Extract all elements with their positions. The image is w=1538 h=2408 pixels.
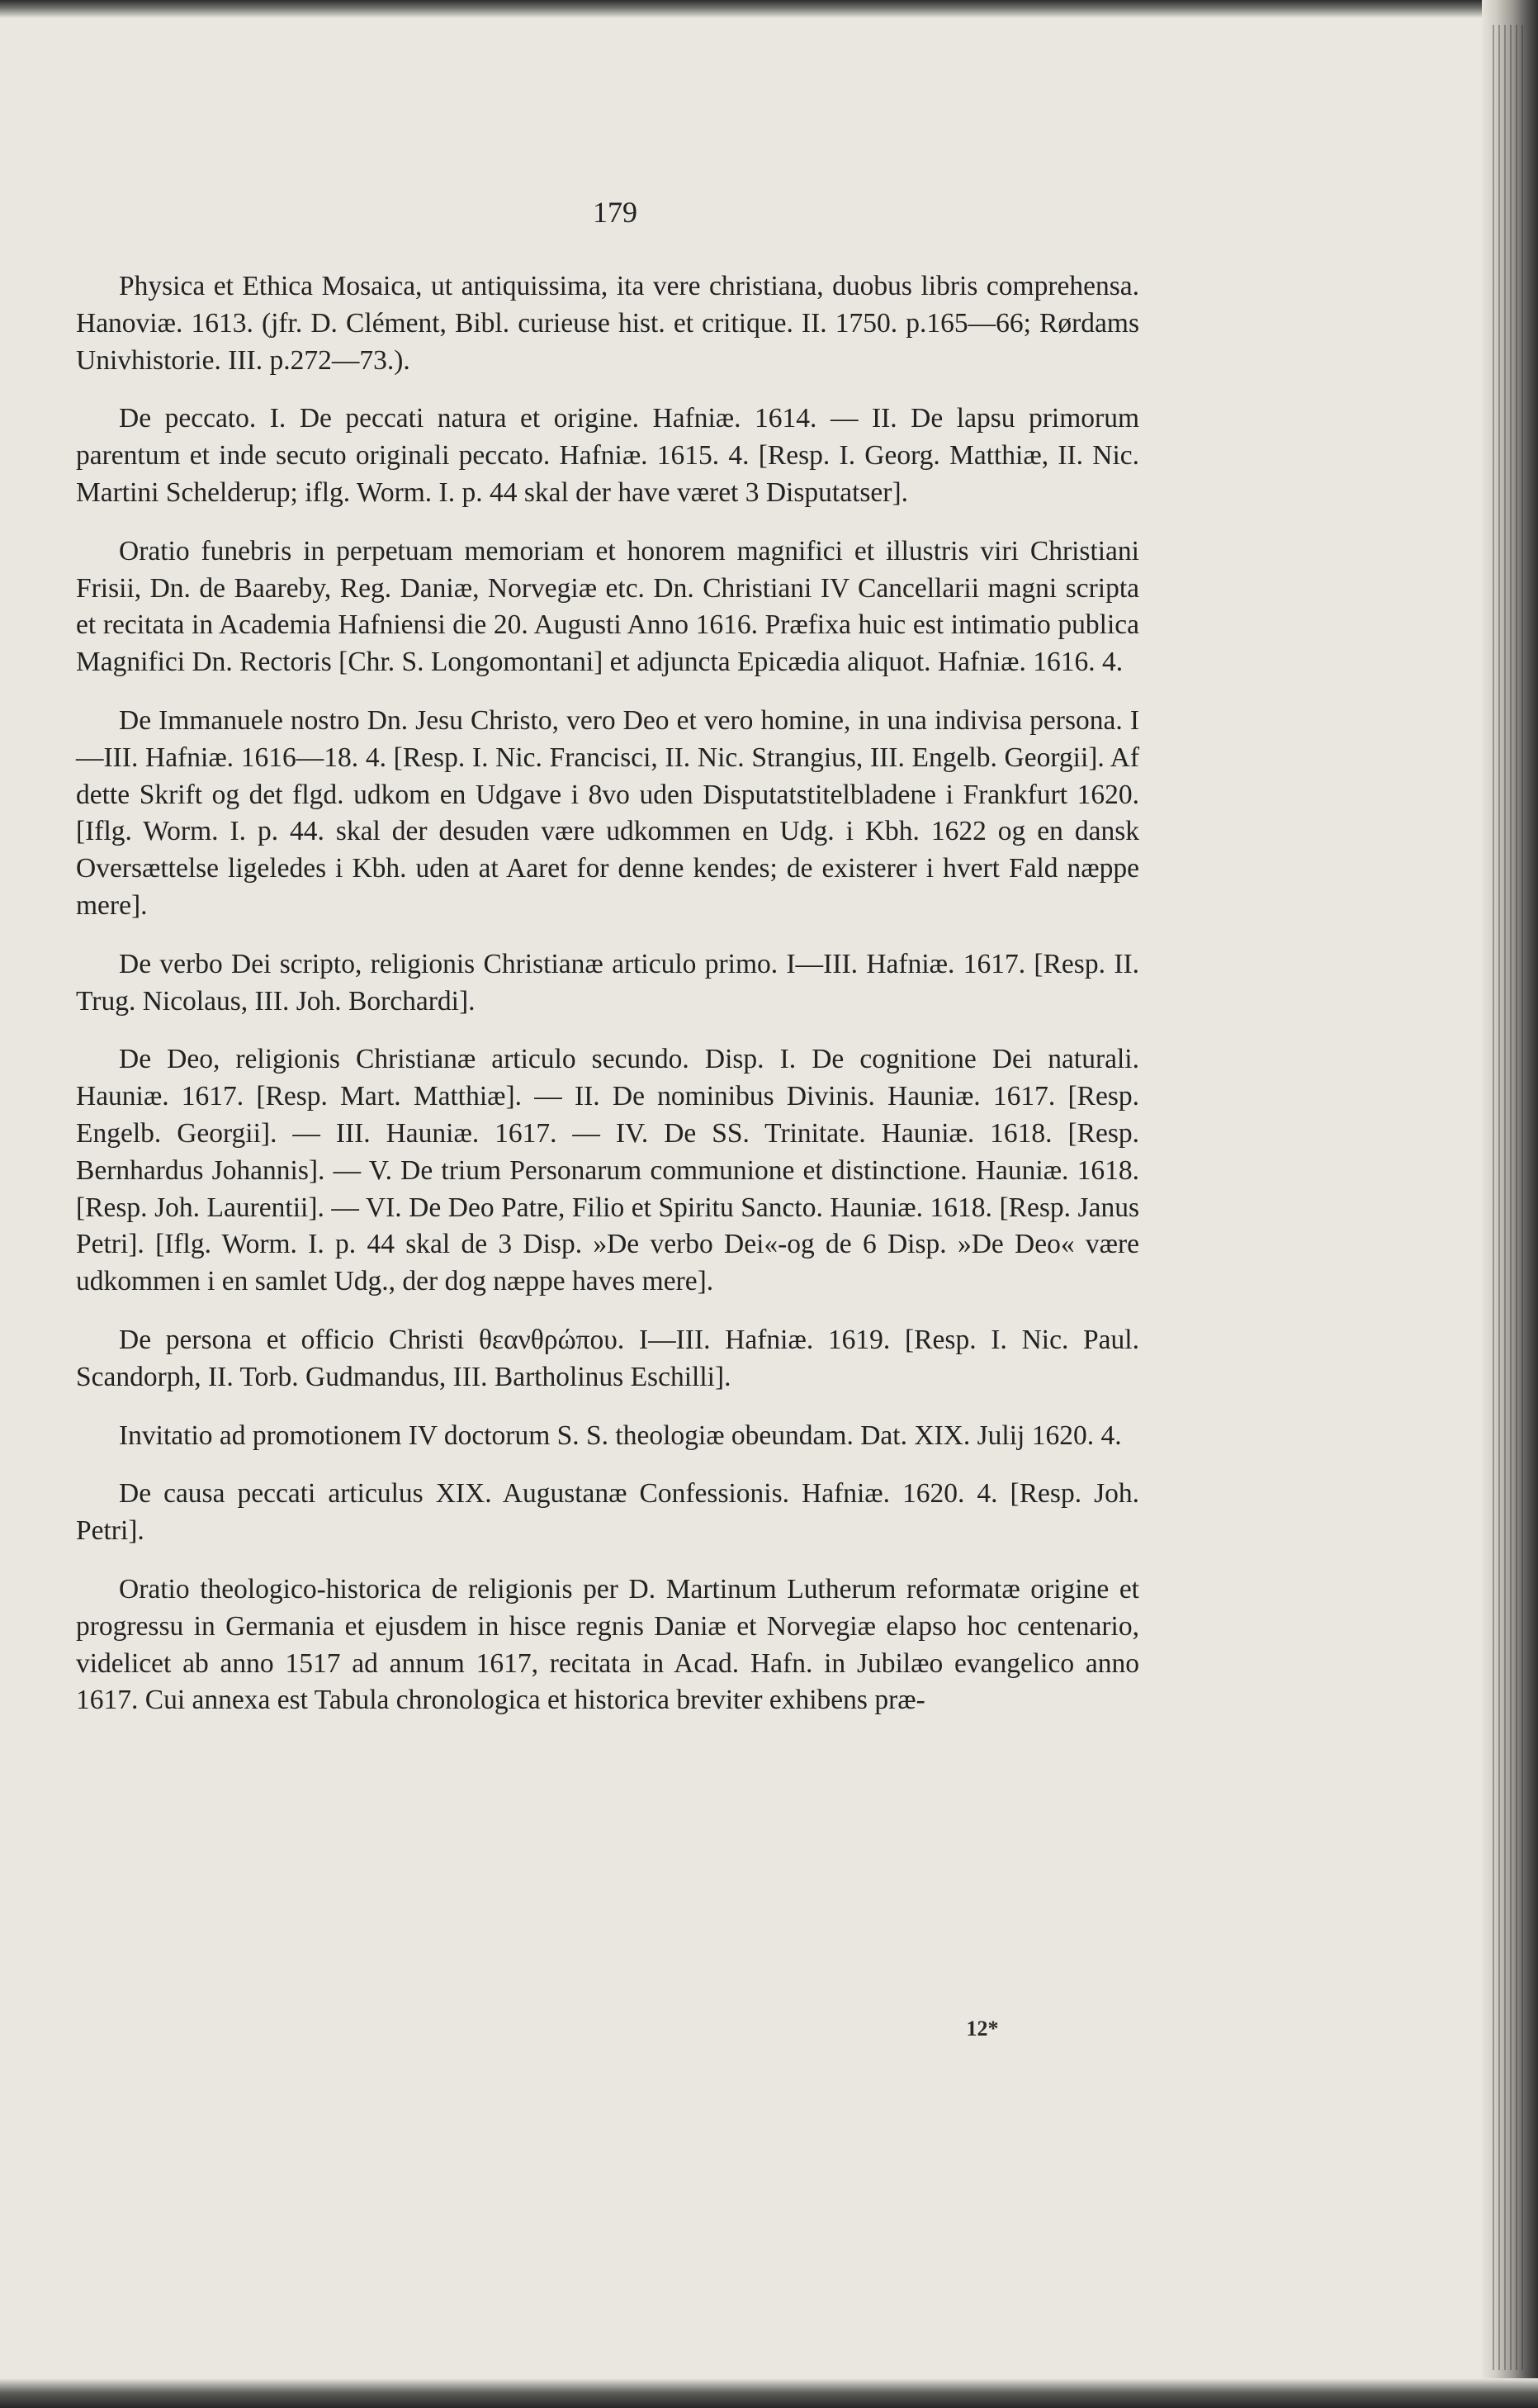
entry-de-persona-christi: De persona et officio Christi θεανθρώπου. I—III. Hafniæ. 1619. [Resp. I. Nic. Paul. Scandorph, II. Torb. Gudmandus, III. Bartholinus Eschilli]. [76, 1324, 1139, 1392]
entry-invitatio: Invitatio ad promotionem IV doctorum S. S. theologiæ obeundam. Dat. XIX. Julij 1620. 4. [119, 1420, 1122, 1451]
entry-de-deo: De Deo, religionis Christianæ articulo secundo. Disp. I. De cognitione Dei naturali. Hauniæ. 1617. [Resp. Mart. Matthiæ]. — II. De nominibus Divinis. Hauniæ. 1617. [Resp. Engelb. Georgii]. — III. Hauniæ. 1617. — IV. De SS. Trinitate. Hauniæ. 1618. [Resp. Bernhardus Johannis]. — V. De trium Personarum communione et distinctione. Hauniæ. 1618. [Resp. Joh. Laurentii]. — VI. De Deo Patre, Filio et Spiritu Sancto. Hauniæ. 1618. [Resp. Janus Petri]. [Iflg. Worm. I. p. 44 skal de 3 Disp. »De verbo Dei«-og de 6 Disp. »De Deo« være udkommen i en samlet Udg., der dog næppe haves mere]. [76, 1044, 1139, 1297]
page-number: 179 [593, 196, 637, 229]
entry-physica-ethica: Physica et Ethica Mosaica, ut antiquissima, ita vere christiana, duobus libris comprehensa. Hanoviæ. 1613. (jfr. D. Clément, Bibl. curieuse hist. et critique. II. 1750. p.165—66; Rørdams Univhistorie. III. p.272—73.). [76, 271, 1139, 376]
entry-de-verbo-dei: De verbo Dei scripto, religionis Christianæ articulo primo. I—III. Hafniæ. 1617. [Resp. II. Trug. Nicolaus, III. Joh. Borchardi]. [76, 948, 1139, 1017]
entry-de-immanuele: De Immanuele nostro Dn. Jesu Christo, vero Deo et vero homine, in una indivisa persona. I—III. Hafniæ. 1616—18. 4. [Resp. I. Nic. Francisci, II. Nic. Strangius, III. Engelb. Georgii]. Af dette Skrift og det flgd. udkom en Udgave i 8vo uden Disputatstitelbladene i Frankfurt 1620. [Iflg. Worm. I. p. 44. skal der desuden være udkommen en Udg. i Kbh. 1622 og en dansk Oversættelse ligeledes i Kbh. uden at Aaret for denne kendes; de existerer i hvert Fald næppe mere]. [76, 704, 1139, 921]
entry-de-peccato: De peccato. I. De peccati natura et origine. Hafniæ. 1614. — II. De lapsu primorum parentum et inde secuto originali peccato. Hafniæ. 1615. 4. [Resp. I. Georg. Matthiæ, II. Nic. Martini Schelderup; iflg. Worm. I. p. 44 skal der have været 3 Disputatser]. [76, 403, 1139, 508]
page-edge-stack [1493, 25, 1526, 2370]
page-top-shadow [0, 0, 1538, 18]
entry-de-causa-peccati: De causa peccati articulus XIX. Augustanæ Confessionis. Hafniæ. 1620. 4. [Resp. Joh. Petri]. [76, 1478, 1139, 1547]
entry-oratio-theologico-historica: Oratio theologico-historica de religionis per D. Martinum Lutherum reformatæ origine et progressu in Germania et ejusdem in hisce regnis Daniæ et Norvegiæ elapso hoc centenario, videlicet ab anno 1517 ad annum 1617, recitata in Acad. Hafn. in Jubilæo evangelico anno 1617. Cui annexa est Tabula chronologica et historica breviter exhibens præ- [76, 1573, 1139, 1716]
signature-mark: 12* [966, 2017, 999, 2041]
page-body [76, 268, 1139, 1741]
page-bottom-shadow [0, 2378, 1538, 2408]
entry-oratio-funebris: Oratio funebris in perpetuam memoriam et honorem magnifici et illustris viri Christiani Frisii, Dn. de Baareby, Reg. Daniæ, Norvegiæ etc. Dn. Christiani IV Cancellarii magni scripta et recitata in Academia Hafniensi die 20. Augusti Anno 1616. Præfixa huic est intimatio publica Magnifici Dn. Rectoris [Chr. S. Longomontani] et adjuncta Epicædia aliquot. Hafniæ. 1616. 4. [76, 535, 1139, 678]
